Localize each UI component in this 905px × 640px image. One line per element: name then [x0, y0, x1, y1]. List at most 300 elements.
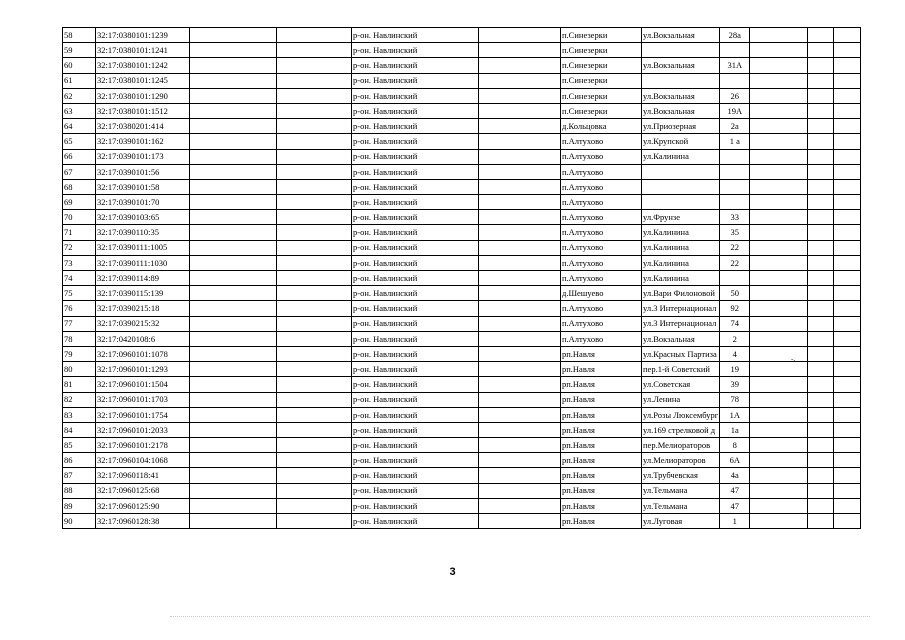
empty-cell: [479, 255, 561, 270]
empty-cell: [834, 271, 861, 286]
cadastral-number-cell: 32:17:0380101:1512: [96, 103, 190, 118]
empty-cell: [834, 331, 861, 346]
row-number-cell: 77: [63, 316, 96, 331]
empty-cell: [190, 346, 277, 361]
locality-cell: п.Синезерки: [561, 73, 642, 88]
empty-cell: [834, 498, 861, 513]
empty-cell: [808, 483, 834, 498]
district-cell: р-он. Навлинский: [352, 43, 479, 58]
house-number-cell: [720, 149, 750, 164]
district-cell: р-он. Навлинский: [352, 134, 479, 149]
district-cell: р-он. Навлинский: [352, 210, 479, 225]
empty-cell: [190, 73, 277, 88]
empty-cell: [277, 195, 352, 210]
empty-cell: [750, 164, 808, 179]
locality-cell: п.Алтухово: [561, 240, 642, 255]
empty-cell: [190, 164, 277, 179]
district-cell: р-он. Навлинский: [352, 392, 479, 407]
row-number-cell: 89: [63, 498, 96, 513]
empty-cell: [808, 392, 834, 407]
district-cell: р-он. Навлинский: [352, 316, 479, 331]
row-number-cell: 82: [63, 392, 96, 407]
locality-cell: п.Синезерки: [561, 103, 642, 118]
empty-cell: [834, 255, 861, 270]
table-row: [63, 407, 861, 422]
empty-cell: [834, 210, 861, 225]
row-number-cell: 88: [63, 483, 96, 498]
empty-cell: [277, 483, 352, 498]
cadastral-number-cell: 32:17:0380201:414: [96, 119, 190, 134]
empty-cell: [834, 392, 861, 407]
empty-cell: [190, 58, 277, 73]
empty-cell: [479, 240, 561, 255]
locality-cell: п.Алтухово: [561, 225, 642, 240]
cadastral-number-cell: 32:17:0390101:70: [96, 195, 190, 210]
locality-cell: рп.Навля: [561, 483, 642, 498]
empty-cell: [277, 134, 352, 149]
house-number-cell: [720, 73, 750, 88]
row-number-cell: 78: [63, 331, 96, 346]
empty-cell: [277, 362, 352, 377]
empty-cell: [808, 422, 834, 437]
empty-cell: [479, 210, 561, 225]
empty-cell: [834, 316, 861, 331]
cadastral-number-cell: 32:17:0390110:35: [96, 225, 190, 240]
empty-cell: [808, 43, 834, 58]
street-cell: ул.Калинина: [642, 255, 720, 270]
empty-cell: [277, 73, 352, 88]
street-cell: [642, 179, 720, 194]
empty-cell: [834, 88, 861, 103]
district-cell: р-он. Навлинский: [352, 119, 479, 134]
table-row: [63, 73, 861, 88]
empty-cell: [808, 301, 834, 316]
street-cell: ул.Красных Партиза: [642, 346, 720, 361]
street-cell: [642, 195, 720, 210]
empty-cell: [190, 271, 277, 286]
table-row: [63, 362, 861, 377]
cadastral-number-cell: 32:17:0380101:1290: [96, 88, 190, 103]
empty-cell: [479, 438, 561, 453]
table-row: [63, 438, 861, 453]
house-number-cell: 39: [720, 377, 750, 392]
table-row: [63, 316, 861, 331]
empty-cell: [190, 149, 277, 164]
district-cell: р-он. Навлинский: [352, 483, 479, 498]
cadastral-number-cell: 32:17:0380101:1242: [96, 58, 190, 73]
locality-cell: рп.Навля: [561, 377, 642, 392]
empty-cell: [834, 43, 861, 58]
district-cell: р-он. Навлинский: [352, 377, 479, 392]
empty-cell: [190, 483, 277, 498]
empty-cell: [750, 28, 808, 43]
locality-cell: п.Синезерки: [561, 58, 642, 73]
empty-cell: [479, 164, 561, 179]
table-row: [63, 195, 861, 210]
empty-cell: [277, 286, 352, 301]
empty-cell: [808, 498, 834, 513]
locality-cell: рп.Навля: [561, 498, 642, 513]
house-number-cell: 35: [720, 225, 750, 240]
empty-cell: [834, 103, 861, 118]
table-row: [63, 483, 861, 498]
locality-cell: п.Синезерки: [561, 43, 642, 58]
district-cell: р-он. Навлинский: [352, 195, 479, 210]
district-cell: р-он. Навлинский: [352, 103, 479, 118]
empty-cell: [190, 240, 277, 255]
locality-cell: рп.Навля: [561, 438, 642, 453]
locality-cell: п.Алтухово: [561, 271, 642, 286]
empty-cell: [190, 468, 277, 483]
row-number-cell: 70: [63, 210, 96, 225]
empty-cell: [750, 179, 808, 194]
empty-cell: [277, 164, 352, 179]
empty-cell: [190, 438, 277, 453]
empty-cell: [834, 483, 861, 498]
empty-cell: [277, 240, 352, 255]
cadastral-number-cell: 32:17:0390103:65: [96, 210, 190, 225]
empty-cell: [750, 498, 808, 513]
empty-cell: [190, 28, 277, 43]
empty-cell: [808, 331, 834, 346]
empty-cell: [750, 301, 808, 316]
house-number-cell: 22: [720, 255, 750, 270]
row-number-cell: 68: [63, 179, 96, 194]
empty-cell: [808, 179, 834, 194]
cadastral-number-cell: 32:17:0960101:1754: [96, 407, 190, 422]
cadastral-number-cell: 32:17:0380101:1239: [96, 28, 190, 43]
row-number-cell: 61: [63, 73, 96, 88]
empty-cell: [808, 377, 834, 392]
house-number-cell: 78: [720, 392, 750, 407]
empty-cell: [808, 149, 834, 164]
table-row: [63, 498, 861, 513]
table-row: [63, 119, 861, 134]
empty-cell: [750, 407, 808, 422]
empty-cell: [808, 271, 834, 286]
empty-cell: [479, 73, 561, 88]
empty-cell: [834, 514, 861, 529]
cadastral-number-cell: 32:17:0960101:1293: [96, 362, 190, 377]
locality-cell: рп.Навля: [561, 346, 642, 361]
table-row: [63, 43, 861, 58]
empty-cell: [808, 195, 834, 210]
empty-cell: [808, 225, 834, 240]
row-number-cell: 71: [63, 225, 96, 240]
empty-cell: [190, 316, 277, 331]
locality-cell: п.Синезерки: [561, 28, 642, 43]
empty-cell: [190, 392, 277, 407]
street-cell: ул.Калинина: [642, 240, 720, 255]
street-cell: ул.Вокзальная: [642, 103, 720, 118]
empty-cell: [808, 103, 834, 118]
cadastral-number-cell: 32:17:0390101:162: [96, 134, 190, 149]
street-cell: ул.Калинина: [642, 225, 720, 240]
house-number-cell: 47: [720, 483, 750, 498]
table-row: [63, 28, 861, 43]
empty-cell: [808, 514, 834, 529]
locality-cell: п.Алтухово: [561, 164, 642, 179]
empty-cell: [808, 438, 834, 453]
table-row: [63, 271, 861, 286]
street-cell: [642, 73, 720, 88]
empty-cell: [190, 195, 277, 210]
table-row: [63, 240, 861, 255]
district-cell: р-он. Навлинский: [352, 362, 479, 377]
house-number-cell: 4а: [720, 468, 750, 483]
empty-cell: [277, 346, 352, 361]
district-cell: р-он. Навлинский: [352, 453, 479, 468]
table-row: [63, 149, 861, 164]
cadastral-number-cell: 32:17:0380101:1241: [96, 43, 190, 58]
empty-cell: [190, 514, 277, 529]
row-number-cell: 86: [63, 453, 96, 468]
empty-cell: [479, 179, 561, 194]
page-number: 3: [449, 566, 456, 578]
empty-cell: [834, 422, 861, 437]
empty-cell: [479, 271, 561, 286]
empty-cell: [808, 468, 834, 483]
street-cell: ул.Вокзальная: [642, 28, 720, 43]
house-number-cell: 47: [720, 498, 750, 513]
table-row: [63, 377, 861, 392]
house-number-cell: 1А: [720, 407, 750, 422]
house-number-cell: 1а: [720, 422, 750, 437]
house-number-cell: 92: [720, 301, 750, 316]
house-number-cell: [720, 271, 750, 286]
cadastral-number-cell: 32:17:0960101:2178: [96, 438, 190, 453]
empty-cell: [277, 453, 352, 468]
street-cell: пер.Мелиораторов: [642, 438, 720, 453]
empty-cell: [834, 134, 861, 149]
cadastral-number-cell: 32:17:0390111:1005: [96, 240, 190, 255]
empty-cell: [479, 362, 561, 377]
locality-cell: п.Алтухово: [561, 149, 642, 164]
cadastral-number-cell: 32:17:0390111:1030: [96, 255, 190, 270]
empty-cell: [479, 346, 561, 361]
empty-cell: [750, 195, 808, 210]
empty-cell: [808, 58, 834, 73]
empty-cell: [479, 28, 561, 43]
empty-cell: [750, 362, 808, 377]
house-number-cell: [720, 164, 750, 179]
empty-cell: [834, 468, 861, 483]
cadastral-number-cell: 32:17:0960125:68: [96, 483, 190, 498]
row-number-cell: 72: [63, 240, 96, 255]
empty-cell: [834, 164, 861, 179]
empty-cell: [834, 28, 861, 43]
district-cell: р-он. Навлинский: [352, 301, 479, 316]
house-number-cell: 50: [720, 286, 750, 301]
row-number-cell: 87: [63, 468, 96, 483]
district-cell: р-он. Навлинский: [352, 346, 479, 361]
locality-cell: рп.Навля: [561, 468, 642, 483]
street-cell: ул.Вокзальная: [642, 58, 720, 73]
district-cell: р-он. Навлинский: [352, 58, 479, 73]
district-cell: р-он. Навлинский: [352, 225, 479, 240]
cadastral-number-cell: 32:17:0960101:1504: [96, 377, 190, 392]
empty-cell: [190, 331, 277, 346]
cadastral-number-cell: 32:17:0390215:32: [96, 316, 190, 331]
house-number-cell: 31А: [720, 58, 750, 73]
empty-cell: [808, 240, 834, 255]
table-row: [63, 286, 861, 301]
locality-cell: рп.Навля: [561, 392, 642, 407]
empty-cell: [750, 346, 808, 361]
row-number-cell: 79: [63, 346, 96, 361]
table-row: [63, 103, 861, 118]
row-number-cell: 75: [63, 286, 96, 301]
empty-cell: [479, 422, 561, 437]
row-number-cell: 63: [63, 103, 96, 118]
cadastral-number-cell: 32:17:0960101:2033: [96, 422, 190, 437]
cadastral-number-cell: 32:17:0390114:89: [96, 271, 190, 286]
table-body: [63, 28, 861, 529]
empty-cell: [808, 286, 834, 301]
locality-cell: п.Алтухово: [561, 134, 642, 149]
house-number-cell: [720, 195, 750, 210]
cadastral-number-cell: 32:17:0390115:139: [96, 286, 190, 301]
street-cell: ул.Тельмана: [642, 498, 720, 513]
empty-cell: [834, 407, 861, 422]
empty-cell: [808, 28, 834, 43]
street-cell: ул.Розы Люксембург: [642, 407, 720, 422]
empty-cell: [750, 422, 808, 437]
cadastral-number-cell: 32:17:0960101:1078: [96, 346, 190, 361]
empty-cell: [479, 468, 561, 483]
street-cell: ул.Ленина: [642, 392, 720, 407]
empty-cell: [190, 407, 277, 422]
empty-cell: [277, 407, 352, 422]
empty-cell: [808, 362, 834, 377]
empty-cell: [277, 179, 352, 194]
district-cell: р-он. Навлинский: [352, 422, 479, 437]
empty-cell: [750, 225, 808, 240]
locality-cell: п.Алтухово: [561, 255, 642, 270]
row-number-cell: 60: [63, 58, 96, 73]
empty-cell: [479, 134, 561, 149]
row-number-cell: 90: [63, 514, 96, 529]
empty-cell: [190, 362, 277, 377]
district-cell: р-он. Навлинский: [352, 498, 479, 513]
empty-cell: [750, 240, 808, 255]
street-cell: ул.Луговая: [642, 514, 720, 529]
empty-cell: [479, 103, 561, 118]
row-number-cell: 76: [63, 301, 96, 316]
house-number-cell: 2а: [720, 119, 750, 134]
locality-cell: рп.Навля: [561, 407, 642, 422]
street-cell: ул.Калинина: [642, 271, 720, 286]
district-cell: р-он. Навлинский: [352, 149, 479, 164]
empty-cell: [834, 377, 861, 392]
empty-cell: [479, 407, 561, 422]
empty-cell: [834, 73, 861, 88]
empty-cell: [277, 316, 352, 331]
empty-cell: [479, 149, 561, 164]
locality-cell: п.Алтухово: [561, 195, 642, 210]
locality-cell: рп.Навля: [561, 514, 642, 529]
cadastral-number-cell: 32:17:0390101:58: [96, 179, 190, 194]
empty-cell: [277, 210, 352, 225]
house-number-cell: [720, 179, 750, 194]
house-number-cell: [720, 43, 750, 58]
empty-cell: [808, 73, 834, 88]
empty-cell: [479, 43, 561, 58]
empty-cell: [277, 514, 352, 529]
row-number-cell: 84: [63, 422, 96, 437]
empty-cell: [808, 407, 834, 422]
street-cell: ул.Советская: [642, 377, 720, 392]
street-cell: ул.3 Интернационал: [642, 316, 720, 331]
street-cell: ул.Приозерная: [642, 119, 720, 134]
empty-cell: [190, 301, 277, 316]
empty-cell: [277, 271, 352, 286]
table-row: [63, 210, 861, 225]
table-row: [63, 255, 861, 270]
empty-cell: [834, 240, 861, 255]
empty-cell: [834, 58, 861, 73]
empty-cell: [190, 225, 277, 240]
table-row: [63, 346, 861, 361]
district-cell: р-он. Навлинский: [352, 255, 479, 270]
empty-cell: [277, 149, 352, 164]
empty-cell: [277, 58, 352, 73]
row-number-cell: 59: [63, 43, 96, 58]
row-number-cell: 69: [63, 195, 96, 210]
district-cell: р-он. Навлинский: [352, 331, 479, 346]
house-number-cell: 6А: [720, 453, 750, 468]
empty-cell: [834, 301, 861, 316]
locality-cell: рп.Навля: [561, 422, 642, 437]
empty-cell: [479, 514, 561, 529]
empty-cell: [808, 453, 834, 468]
cadastral-number-cell: 32:17:0960101:1703: [96, 392, 190, 407]
empty-cell: [750, 210, 808, 225]
district-cell: р-он. Навлинский: [352, 514, 479, 529]
empty-cell: [750, 255, 808, 270]
district-cell: р-он. Навлинский: [352, 179, 479, 194]
empty-cell: [834, 362, 861, 377]
empty-cell: [277, 255, 352, 270]
cadastral-number-cell: 32:17:0960128:38: [96, 514, 190, 529]
house-number-cell: 26: [720, 88, 750, 103]
house-number-cell: 19А: [720, 103, 750, 118]
scan-edge-divider: [170, 616, 870, 617]
row-number-cell: 58: [63, 28, 96, 43]
empty-cell: [479, 58, 561, 73]
table-row: [63, 179, 861, 194]
district-cell: р-он. Навлинский: [352, 407, 479, 422]
house-number-cell: 8: [720, 438, 750, 453]
empty-cell: [834, 453, 861, 468]
empty-cell: [750, 73, 808, 88]
empty-cell: [750, 271, 808, 286]
empty-cell: [479, 392, 561, 407]
empty-cell: [479, 119, 561, 134]
empty-cell: [479, 301, 561, 316]
empty-cell: [750, 392, 808, 407]
house-number-cell: 1: [720, 514, 750, 529]
empty-cell: [808, 119, 834, 134]
row-number-cell: 67: [63, 164, 96, 179]
cadastral-number-cell: 32:17:0380101:1245: [96, 73, 190, 88]
street-cell: ул.Мелиораторов: [642, 453, 720, 468]
empty-cell: [750, 438, 808, 453]
empty-cell: [750, 483, 808, 498]
street-cell: [642, 43, 720, 58]
empty-cell: [479, 316, 561, 331]
empty-cell: [750, 453, 808, 468]
